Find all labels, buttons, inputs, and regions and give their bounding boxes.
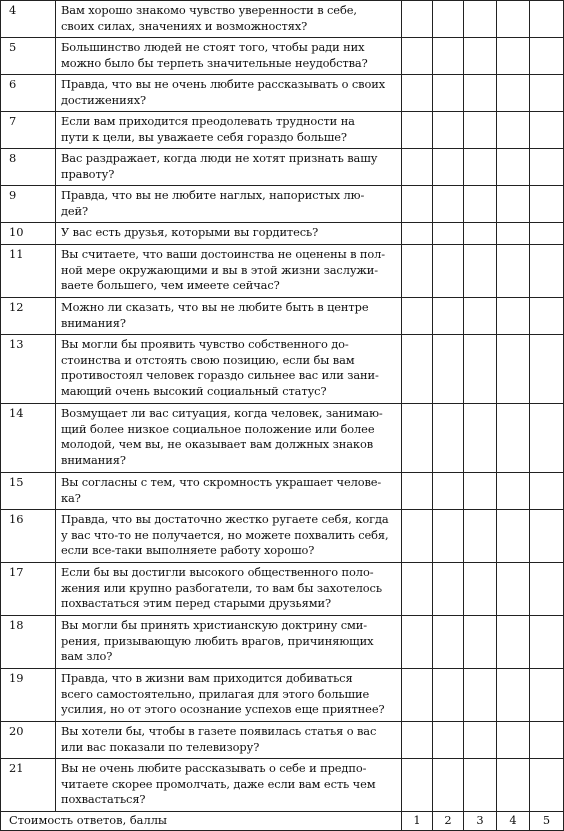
- question-number: 21: [1, 759, 56, 812]
- question-text-line: усилия, но от этого осознание успехов еще приятнее?: [61, 702, 385, 717]
- question-text-line: Правда, что вы не очень любите рассказывать о своих: [61, 77, 386, 91]
- question-text-line: ной мере окружающими и вы в этой жизни заслужи-: [61, 262, 379, 277]
- question-row: [1, 404, 564, 473]
- question-text-line: своих силах, значениях и возможностях?: [61, 18, 308, 33]
- question-row: [1, 149, 564, 186]
- answer-cell-3[interactable]: [464, 223, 497, 245]
- answer-cell-5[interactable]: [530, 245, 564, 298]
- answer-cell-4[interactable]: [497, 75, 530, 112]
- question-number: 18: [1, 616, 56, 669]
- answer-cell-4[interactable]: [497, 510, 530, 563]
- answer-cell-3[interactable]: [464, 404, 497, 473]
- question-text-line: Правда, что вы достаточно жестко ругаете себя, когда: [61, 512, 389, 526]
- question-number: 4: [1, 1, 56, 38]
- score-4: 4: [497, 812, 530, 831]
- question-text-line: рения, призывающую любить врагов, причиняющих: [61, 633, 374, 648]
- answer-cell-2[interactable]: [433, 510, 464, 563]
- question-text-line: дей?: [61, 203, 89, 218]
- question-number: 5: [1, 38, 56, 75]
- answer-cell-3[interactable]: [464, 510, 497, 563]
- question-text-line: Если бы вы достигли высокого общественного поло-: [61, 565, 374, 579]
- answer-cell-2[interactable]: [433, 1, 464, 38]
- question-number: 17: [1, 563, 56, 616]
- answer-cell-4[interactable]: [497, 404, 530, 473]
- answer-cell-4[interactable]: [497, 335, 530, 404]
- answer-cell-2[interactable]: [433, 722, 464, 759]
- question-text-line: Вы считаете, что ваши достоинства не оценены в пол-: [61, 247, 386, 261]
- answer-cell-1[interactable]: [402, 112, 433, 149]
- answer-cell-5[interactable]: [530, 149, 564, 186]
- question-text: [56, 616, 402, 669]
- question-number: 8: [1, 149, 56, 186]
- question-number: 9: [1, 186, 56, 223]
- answer-cell-5[interactable]: [530, 722, 564, 759]
- answer-cell-3[interactable]: [464, 75, 497, 112]
- question-text-line: Вы согласны с тем, что скромность украшает челове-: [61, 475, 382, 489]
- question-text-line: У вас есть друзья, которыми вы гордитесь?: [61, 225, 319, 239]
- question-number: 11: [1, 245, 56, 298]
- score-2: 2: [433, 812, 464, 831]
- question-text-line: Вы могли бы принять христианскую доктрину сми-: [61, 618, 367, 632]
- question-row: [1, 223, 564, 245]
- question-number: 10: [1, 223, 56, 245]
- question-text: [56, 38, 402, 75]
- question-text-line: молодой, чем вы, не оказывает вам должных знаков: [61, 437, 374, 452]
- question-text-line: пути к цели, вы уважаете себя гораздо больше?: [61, 129, 347, 144]
- answer-cell-2[interactable]: [433, 563, 464, 616]
- answer-cell-4[interactable]: [497, 563, 530, 616]
- question-text: [56, 149, 402, 186]
- answer-cell-2[interactable]: [433, 186, 464, 223]
- answer-cell-4[interactable]: [497, 473, 530, 510]
- answer-cell-1[interactable]: [402, 404, 433, 473]
- answer-cell-2[interactable]: [433, 223, 464, 245]
- answer-cell-4[interactable]: [497, 759, 530, 812]
- question-text-line: внимания?: [61, 315, 126, 330]
- question-row: [1, 245, 564, 298]
- question-row: [1, 616, 564, 669]
- question-number: 7: [1, 112, 56, 149]
- score-label: Стоимость ответов, баллы: [1, 812, 402, 831]
- answer-cell-1[interactable]: [402, 298, 433, 335]
- question-text: [56, 669, 402, 722]
- answer-cell-3[interactable]: [464, 722, 497, 759]
- answer-cell-5[interactable]: [530, 298, 564, 335]
- answer-cell-1[interactable]: [402, 75, 433, 112]
- question-text: [56, 563, 402, 616]
- answer-cell-3[interactable]: [464, 759, 497, 812]
- answer-cell-5[interactable]: [530, 669, 564, 722]
- question-text-line: вам зло?: [61, 649, 113, 664]
- score-5: 5: [530, 812, 564, 831]
- question-number: 13: [1, 335, 56, 404]
- question-row: [1, 298, 564, 335]
- answer-cell-2[interactable]: [433, 616, 464, 669]
- answer-cell-3[interactable]: [464, 186, 497, 223]
- question-text: [56, 112, 402, 149]
- question-number: 20: [1, 722, 56, 759]
- answer-cell-4[interactable]: [497, 616, 530, 669]
- question-text-line: противостоял человек гораздо сильнее вас или зани-: [61, 368, 379, 383]
- question-row: [1, 759, 564, 812]
- answer-cell-2[interactable]: [433, 112, 464, 149]
- question-number: 12: [1, 298, 56, 335]
- answer-cell-1[interactable]: [402, 563, 433, 616]
- answer-cell-1[interactable]: [402, 38, 433, 75]
- answer-cell-1[interactable]: [402, 669, 433, 722]
- answer-cell-5[interactable]: [530, 186, 564, 223]
- answer-cell-2[interactable]: [433, 75, 464, 112]
- score-1: 1: [402, 812, 433, 831]
- question-text: [56, 223, 402, 245]
- answer-cell-3[interactable]: [464, 669, 497, 722]
- answer-cell-1[interactable]: [402, 335, 433, 404]
- answer-cell-1[interactable]: [402, 1, 433, 38]
- question-text-line: достижениях?: [61, 92, 147, 107]
- answer-cell-1[interactable]: [402, 722, 433, 759]
- question-row: [1, 75, 564, 112]
- answer-cell-1[interactable]: [402, 759, 433, 812]
- question-row: [1, 335, 564, 404]
- question-text-line: Правда, что вы не любите наглых, напористых лю-: [61, 188, 365, 202]
- answer-cell-4[interactable]: [497, 149, 530, 186]
- question-text-line: Можно ли сказать, что вы не любите быть в центре: [61, 300, 369, 314]
- question-text: [56, 298, 402, 335]
- question-rows: [1, 1, 564, 812]
- question-row: [1, 563, 564, 616]
- answer-cell-5[interactable]: [530, 563, 564, 616]
- answer-cell-5[interactable]: [530, 404, 564, 473]
- answer-cell-5[interactable]: [530, 112, 564, 149]
- question-number: 16: [1, 510, 56, 563]
- question-number: 14: [1, 404, 56, 473]
- answer-cell-3[interactable]: [464, 473, 497, 510]
- question-text-line: жения или крупно разбогатели, то вам бы захотелось: [61, 580, 382, 595]
- answer-cell-2[interactable]: [433, 473, 464, 510]
- answer-cell-5[interactable]: [530, 1, 564, 38]
- question-text-line: Правда, что в жизни вам приходится добиваться: [61, 671, 353, 685]
- question-text-line: всего самостоятельно, прилагая для этого большие: [61, 686, 370, 701]
- question-text-line: Вас раздражает, когда люди не хотят признать вашу: [61, 151, 378, 165]
- question-row: [1, 669, 564, 722]
- question-text: [56, 404, 402, 473]
- question-text-line: стоинства и отстоять свою позицию, если бы вам: [61, 352, 355, 367]
- answer-cell-3[interactable]: [464, 149, 497, 186]
- answer-cell-4[interactable]: [497, 112, 530, 149]
- answer-cell-5[interactable]: [530, 38, 564, 75]
- question-text-line: похвастаться?: [61, 792, 146, 807]
- question-text: [56, 186, 402, 223]
- question-row: [1, 112, 564, 149]
- question-text-line: читаете скорее промолчать, даже если вам есть чем: [61, 776, 376, 791]
- answer-cell-3[interactable]: [464, 245, 497, 298]
- answer-cell-4[interactable]: [497, 722, 530, 759]
- question-text-line: Вы хотели бы, чтобы в газете появилась статья о вас: [61, 724, 377, 738]
- answer-cell-2[interactable]: [433, 298, 464, 335]
- question-row: [1, 722, 564, 759]
- question-text: [56, 245, 402, 298]
- answer-cell-1[interactable]: [402, 616, 433, 669]
- answer-cell-3[interactable]: [464, 38, 497, 75]
- question-number: 6: [1, 75, 56, 112]
- question-row: [1, 186, 564, 223]
- question-text-line: если все-таки выполняете работу хорошо?: [61, 543, 315, 558]
- answer-cell-4[interactable]: [497, 298, 530, 335]
- question-row: [1, 38, 564, 75]
- question-text-line: можно было бы терпеть значительные неудобства?: [61, 55, 368, 70]
- answer-cell-1[interactable]: [402, 510, 433, 563]
- answer-cell-2[interactable]: [433, 245, 464, 298]
- answer-cell-4[interactable]: [497, 38, 530, 75]
- question-text-line: Большинство людей не стоят того, чтобы ради них: [61, 40, 365, 54]
- question-text: [56, 722, 402, 759]
- answer-cell-1[interactable]: [402, 473, 433, 510]
- answer-cell-4[interactable]: [497, 223, 530, 245]
- score-row: [1, 812, 564, 831]
- answer-cell-4[interactable]: [497, 245, 530, 298]
- answer-cell-5[interactable]: [530, 223, 564, 245]
- question-number: 15: [1, 473, 56, 510]
- question-text-line: Вы не очень любите рассказывать о себе и предпо-: [61, 761, 367, 775]
- answer-cell-5[interactable]: [530, 510, 564, 563]
- answer-cell-4[interactable]: [497, 1, 530, 38]
- answer-cell-3[interactable]: [464, 1, 497, 38]
- answer-cell-2[interactable]: [433, 38, 464, 75]
- answer-cell-2[interactable]: [433, 149, 464, 186]
- question-row: [1, 1, 564, 38]
- answer-cell-1[interactable]: [402, 186, 433, 223]
- question-text-line: у вас что-то не получается, но можете похвалить себя,: [61, 527, 389, 542]
- answer-cell-2[interactable]: [433, 759, 464, 812]
- question-number: 19: [1, 669, 56, 722]
- answer-cell-1[interactable]: [402, 149, 433, 186]
- answer-cell-2[interactable]: [433, 669, 464, 722]
- question-text-line: Вы могли бы проявить чувство собственного до-: [61, 337, 349, 351]
- question-text-line: правоту?: [61, 166, 115, 181]
- question-text-line: ваете большего, чем имеете сейчас?: [61, 278, 280, 293]
- question-text-line: щий более низкое социальное положение или более: [61, 421, 375, 436]
- answer-cell-5[interactable]: [530, 335, 564, 404]
- answer-cell-3[interactable]: [464, 112, 497, 149]
- question-text: [56, 473, 402, 510]
- question-text-line: мающий очень высокий социальный статус?: [61, 383, 327, 398]
- question-text-line: Вам хорошо знакомо чувство уверенности в себе,: [61, 3, 357, 17]
- answer-cell-3[interactable]: [464, 335, 497, 404]
- question-text-line: или вас показали по телевизору?: [61, 739, 260, 754]
- answer-cell-4[interactable]: [497, 186, 530, 223]
- question-text-line: ка?: [61, 490, 81, 505]
- answer-cell-5[interactable]: [530, 75, 564, 112]
- question-text: [56, 1, 402, 38]
- question-text-line: похвастаться этим перед старыми друзьями?: [61, 596, 331, 611]
- question-text-line: внимания?: [61, 452, 126, 467]
- answer-cell-5[interactable]: [530, 616, 564, 669]
- answer-cell-2[interactable]: [433, 335, 464, 404]
- answer-cell-3[interactable]: [464, 616, 497, 669]
- question-text: [56, 335, 402, 404]
- answer-cell-1[interactable]: [402, 223, 433, 245]
- answer-cell-3[interactable]: [464, 563, 497, 616]
- score-3: 3: [464, 812, 497, 831]
- question-text: [56, 510, 402, 563]
- question-text: [56, 75, 402, 112]
- answer-cell-1[interactable]: [402, 245, 433, 298]
- answer-cell-4[interactable]: [497, 669, 530, 722]
- answer-cell-3[interactable]: [464, 298, 497, 335]
- question-text-line: Если вам приходится преодолевать трудности на: [61, 114, 355, 128]
- answer-cell-5[interactable]: [530, 473, 564, 510]
- question-text-line: Возмущает ли вас ситуация, когда человек, занимаю-: [61, 406, 383, 420]
- question-row: [1, 473, 564, 510]
- answer-cell-2[interactable]: [433, 404, 464, 473]
- question-row: [1, 510, 564, 563]
- question-text: [56, 759, 402, 812]
- answer-cell-5[interactable]: [530, 759, 564, 812]
